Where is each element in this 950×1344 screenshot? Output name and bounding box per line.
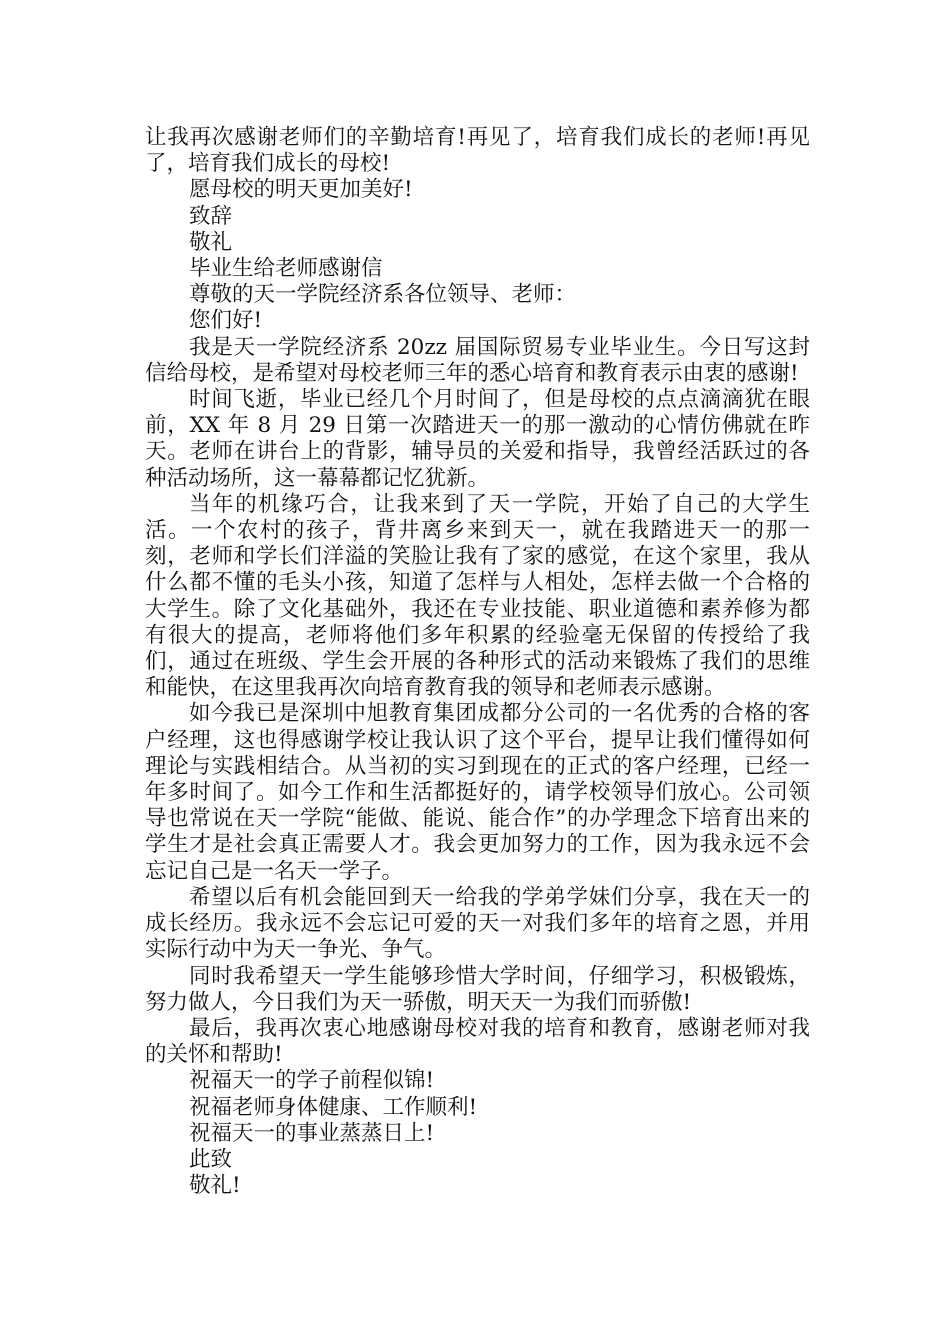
paragraph: 愿母校的明天更加美好! (189, 177, 413, 203)
greeting: 您们好! (189, 308, 263, 334)
paragraph: 当年的机缘巧合，让我来到了天一学院，开始了自己的大学生活。一个农村的孩子，背井离乡来到天一，就在我踏进天一的那一刻，老师和学长们洋溢的笑脸让我有了家的感觉，在这个家里，我从什么都不懂的毛头小孩，知道了怎样与人相处，怎样去做一个合格的大学生。除了文化基础外，我还在专业技能、职业道德和素养修为都有很大的提高，老师将他们多年积累的经验毫无保留的传授给了我们，通过在班级、学生会开展的各种形式的活动来锻炼了我们的思维和能快，在这里我再次向培育教育我的领导和老师表示感谢。 (145, 491, 810, 701)
blessing-line: 祝福老师身体健康、工作顺利! (189, 1094, 478, 1120)
blessing-line: 祝福天一的事业蒸蒸日上! (189, 1120, 435, 1146)
paragraph: 敬礼 (189, 229, 233, 255)
paragraph: 致辞 (189, 203, 233, 229)
paragraph: 希望以后有机会能回到天一给我的学弟学妹们分享，我在天一的成长经历。我永远不会忘记可爱的天一对我们多年的培育之恩，并用实际行动中为天一争光、争气。 (145, 884, 810, 963)
paragraph: 让我再次感谢老师们的辛勤培育!再见了，培育我们成长的老师!再见了，培育我们成长的母校! (145, 125, 810, 177)
paragraph: 同时我希望天一学生能够珍惜大学时间，仔细学习，积极锻炼，努力做人，今日我们为天一骄傲，明天天一为我们而骄傲! (145, 963, 810, 1015)
salutation: 尊敬的天一学院经济系各位领导、老师： (189, 282, 577, 308)
paragraph: 时间飞逝，毕业已经几个月时间了，但是母校的点点滴滴犹在眼前，XX 年 8 月 29 日第一次踏进天一的那一激动的心情仿佛就在昨天。老师在讲台上的背影，辅导员的关爱和指导，我曾经活跃过的各种活动场所，这一幕幕都记忆犹新。 (145, 387, 810, 491)
closing-line: 敬礼! (189, 1173, 241, 1199)
letter-body (145, 125, 810, 1199)
blessing-line: 祝福天一的学子前程似锦! (189, 1068, 435, 1094)
paragraph: 最后，我再次衷心地感谢母校对我的培育和教育，感谢老师对我的关怀和帮助! (145, 1015, 810, 1068)
letter-title: 毕业生给老师感谢信 (189, 256, 383, 282)
paragraph: 如今我已是深圳中旭教育集团成都分公司的一名优秀的合格的客户经理，这也得感谢学校让我认识了这个平台，提早让我们懂得如何理论与实践相结合。从当初的实习到现在的正式的客户经理，已经一年多时间了。如今工作和生活都挺好的，请学校领导们放心。公司领导也常说在天一学院“能做、能说、能合作”的办学理念下培育出来的学生才是社会真正需要人才。我会更加努力的工作，因为我永远不会忘记自己是一名天一学子。 (145, 701, 810, 884)
closing-line: 此致 (189, 1146, 233, 1172)
paragraph: 我是天一学院经济系 20zz 届国际贸易专业毕业生。今日写这封信给母校，是希望对母校老师三年的悉心培育和教育表示由衷的感谢! (145, 334, 810, 386)
